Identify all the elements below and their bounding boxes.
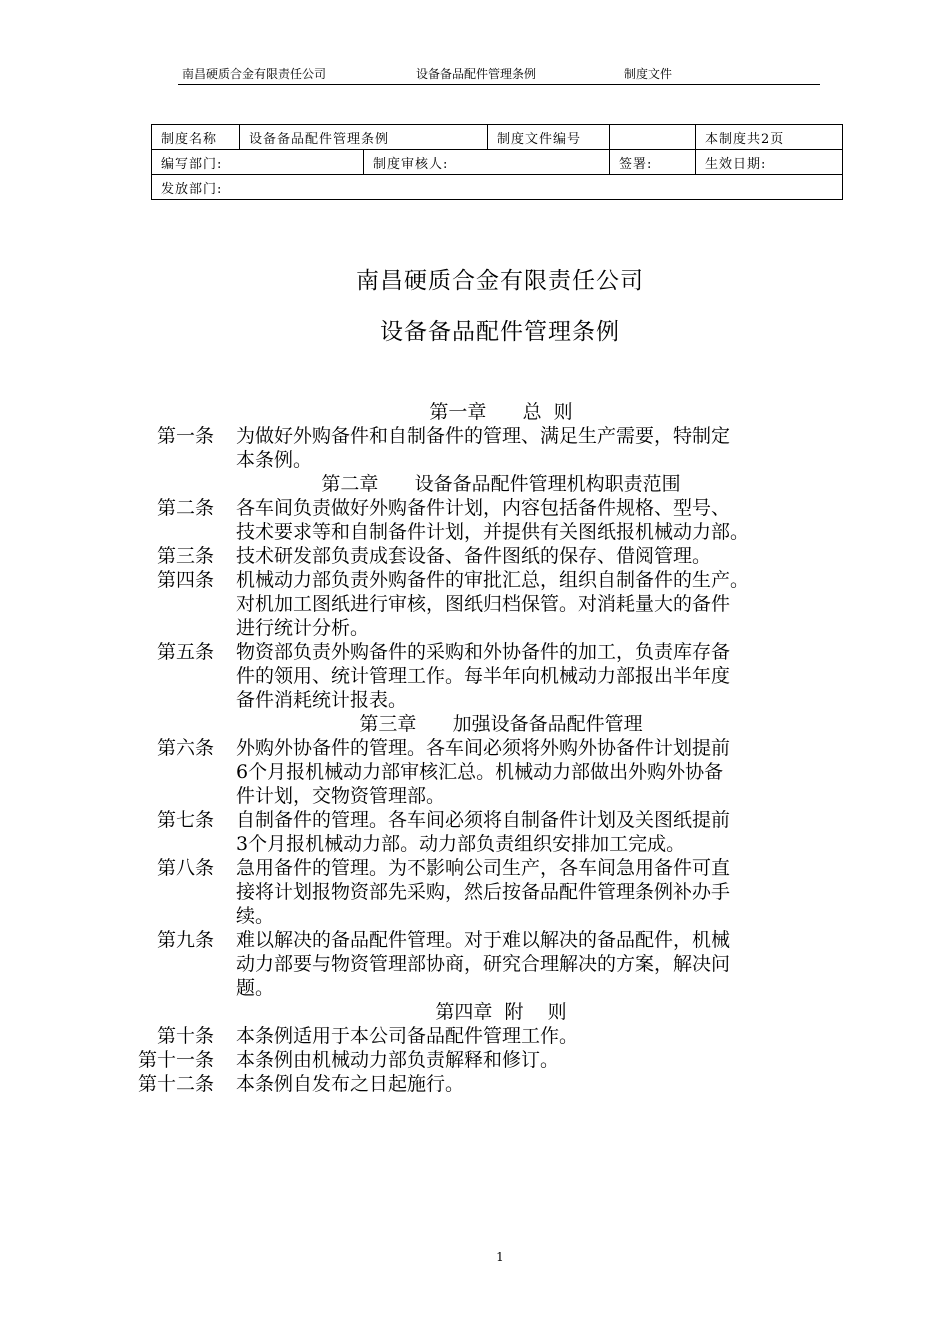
article [0, 544, 950, 568]
reviewer-label: 制度审核人: [363, 150, 609, 175]
article-line: 3个月报机械动力部。动力部负责组织安排加工完成。 [236, 833, 686, 855]
article-number: 第一条 [156, 425, 214, 447]
article [0, 856, 950, 928]
info-table [151, 124, 843, 200]
article-line: 急用备件的管理。为不影响公司生产，各车间急用备件可直 [236, 857, 731, 879]
name-value: 设备备品配件管理条例 [240, 125, 488, 150]
regulation-body [0, 400, 950, 1096]
issue-label: 发放部门: [152, 175, 843, 200]
article-line: 对机加工图纸进行审核，图纸归档保管。对消耗量大的备件 [236, 593, 731, 615]
article [0, 1024, 950, 1048]
article-line: 各车间负责做好外购备件计划，内容包括备件规格、型号、 [236, 497, 731, 519]
article [0, 496, 950, 544]
article [0, 928, 950, 1000]
article-number: 第六条 [156, 737, 214, 759]
header-company: 南昌硬质合金有限责任公司 [182, 67, 327, 81]
article-line: 件计划，交物资管理部。 [236, 785, 446, 807]
article-line: 6个月报机械动力部审核汇总。机械动力部做出外购外协备 [236, 761, 724, 783]
code-value [610, 125, 696, 150]
article-number: 第十条 [156, 1025, 214, 1047]
pages-info: 本制度共2页 [696, 125, 843, 150]
article-line: 技术研发部负责成套设备、备件图纸的保存、借阅管理。 [236, 545, 712, 567]
article [0, 568, 950, 640]
article-line: 为做好外购备件和自制备件的管理、满足生产需要，特制定 [236, 425, 731, 447]
article-line: 续。 [236, 905, 275, 927]
article-number: 第三条 [156, 545, 214, 567]
article-line: 机械动力部负责外购备件的审批汇总，组织自制备件的生产。 [236, 569, 750, 591]
dept-label: 编写部门: [152, 150, 364, 175]
chapter-heading: 第一章 总 则 [429, 401, 573, 423]
article [0, 640, 950, 712]
article-number: 第九条 [156, 929, 214, 951]
article-line: 动力部要与物资管理部协商，研究合理解决的方案，解决问 [236, 953, 731, 975]
article-line: 技术要求等和自制备件计划，并提供有关图纸报机械动力部。 [236, 521, 750, 543]
company-title: 南昌硬质合金有限责任公司 [356, 268, 644, 294]
sign-label: 签署: [610, 150, 696, 175]
chapter-heading: 第二章 设备备品配件管理机构职责范围 [321, 473, 681, 495]
article-line: 件的领用、统计管理工作。每半年向机械动力部报出半年度 [236, 665, 731, 687]
article-number: 第七条 [156, 809, 214, 831]
article-number: 第十二条 [137, 1073, 214, 1095]
code-label: 制度文件编号 [488, 125, 610, 150]
article [0, 736, 950, 808]
article-line: 难以解决的备品配件管理。对于难以解决的备品配件，机械 [236, 929, 731, 951]
page-number: 1 [496, 1250, 504, 1264]
article-number: 第二条 [156, 497, 214, 519]
article-line: 题。 [236, 977, 275, 999]
article-line: 自制备件的管理。各车间必须将自制备件计划及关图纸提前 [236, 809, 731, 831]
chapter-heading: 第四章 附 则 [435, 1001, 567, 1023]
header-doc-type: 制度文件 [624, 67, 673, 81]
article-line: 本条例适用于本公司备品配件管理工作。 [236, 1025, 579, 1047]
article-line: 外购外协备件的管理。各车间必须将外购外协备件计划提前 [236, 737, 731, 759]
article-line: 物资部负责外购备件的采购和外协备件的加工，负责库存备 [236, 641, 731, 663]
article-line: 本条例。 [236, 449, 313, 471]
article-line: 进行统计分析。 [236, 617, 370, 639]
name-label: 制度名称 [152, 125, 240, 150]
chapter-heading: 第三章 加强设备备品配件管理 [359, 713, 643, 735]
article-number: 第十一条 [137, 1049, 214, 1071]
article-number: 第五条 [156, 641, 214, 663]
article [0, 1048, 950, 1072]
article-number: 第四条 [156, 569, 214, 591]
article-number: 第八条 [156, 857, 214, 879]
article [0, 808, 950, 856]
effective-label: 生效日期: [696, 150, 843, 175]
article-line: 本条例由机械动力部负责解释和修订。 [236, 1049, 560, 1071]
article-line: 接将计划报物资部先采购，然后按备品配件管理条例补办手 [236, 881, 731, 903]
article-line: 备件消耗统计报表。 [236, 689, 408, 711]
article [0, 1072, 950, 1096]
article [0, 424, 950, 472]
page-header [178, 66, 820, 85]
regulation-title: 设备备品配件管理条例 [380, 319, 620, 345]
header-doc-title: 设备备品配件管理条例 [416, 67, 537, 81]
article-line: 本条例自发布之日起施行。 [236, 1073, 465, 1095]
